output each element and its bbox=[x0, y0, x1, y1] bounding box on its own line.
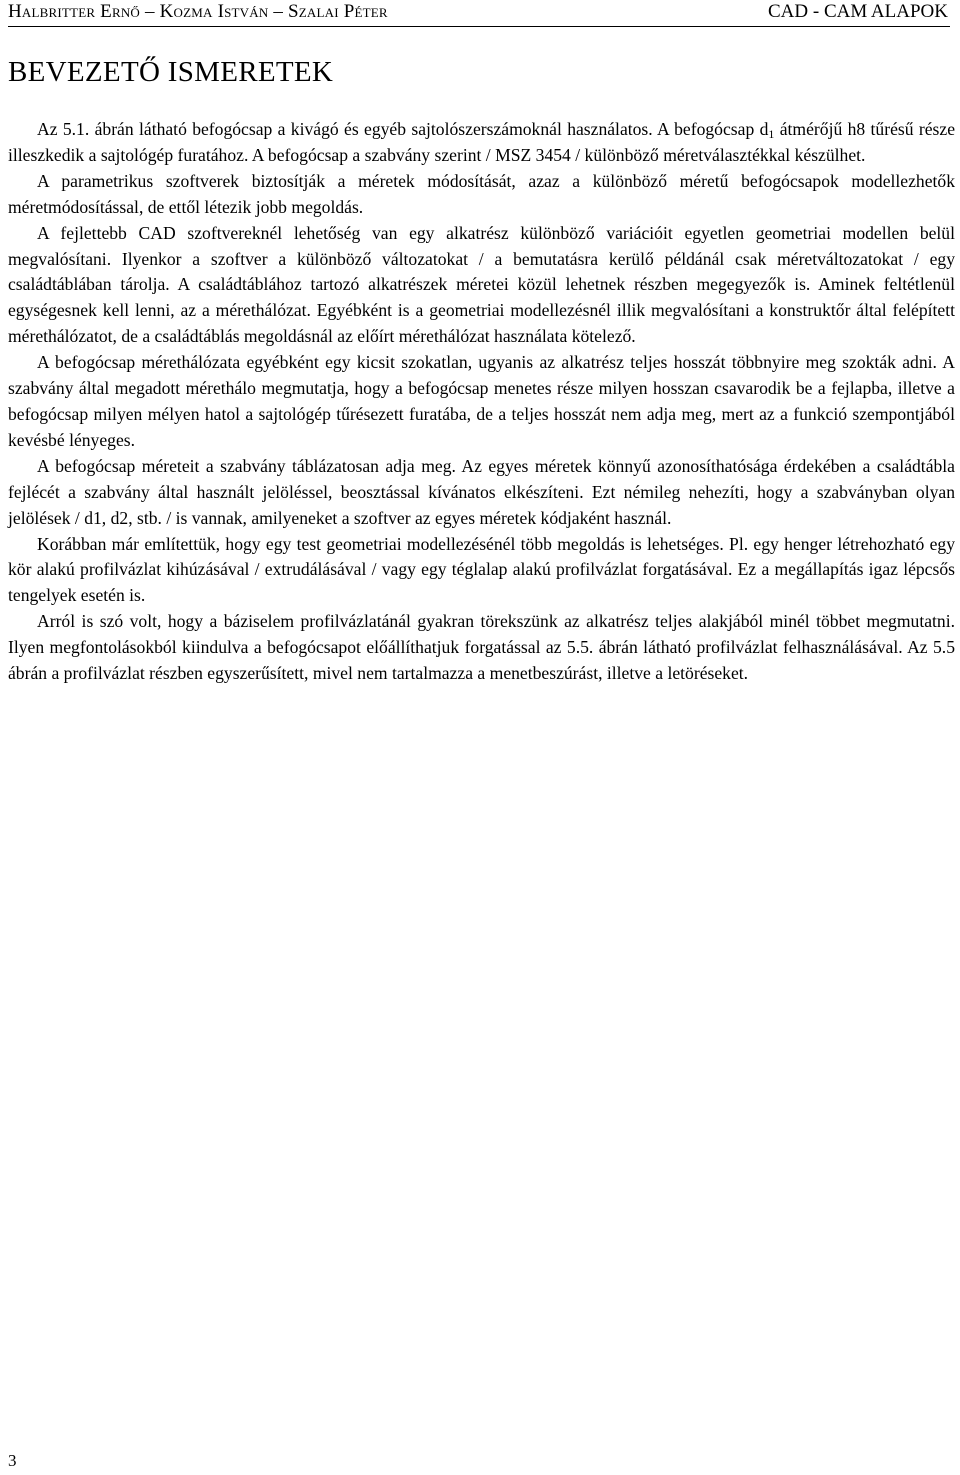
paragraph-4: A befogócsap mérethálózata egyébként egy kicsit szokatlan, ugyanis az alkatrész teljes hosszát többnyire meg szokták adni. A szabvány által megadott mérethálo megmutatja, hogy a befogócsap menetes része milyen hosszan csavarodik be a fejlapba, illetve a befogócsap milyen mélyen hatol a sajtológép tűrésezett furatába, de a teljes hosszát nem adja meg, mert az a funkció szempontjából kevésbé lényeges. bbox=[8, 352, 955, 450]
page-header bbox=[8, 0, 950, 27]
page-number: 3 bbox=[8, 1451, 17, 1470]
paragraph-2: A parametrikus szoftverek biztosítják a méretek módosítását, azaz a különböző méretű befogócsapok modellezhetők méretmódosítással, de ettől létezik jobb megoldás. bbox=[8, 170, 955, 217]
paragraph-3: A fejlettebb CAD szoftvereknél lehetőség van egy alkatrész különböző variációit egyetlen geometriai modellen belül megvalósítani. Ilyenkor a szoftver a különböző változatokat / a bemutatásra kerülő példánál csak méretváltozatokat / egy családtáblában tárolja. A családtáblához tartozó alkatrészek méretei közül lehetnek részben megegyezők is. Aminek feltétlenül egységesnek kell lenni, az a mérethálózat. Egyébként is a geometriai modellezésnél illik megvalósítani a konstruktőr által felépített mérethálózatot, de a családtáblás megoldásnál az előírt mérethálózat használata kötelező. bbox=[8, 222, 955, 347]
chapter-title: BEVEZETŐ ISMERETEK bbox=[8, 56, 334, 88]
paragraph-7: Arról is szó volt, hogy a báziselem profilvázlatánál gyakran törekszünk az alkatrész teljes alakjából minél többet megmutatni. Ilyen megfontolásokból kiindulva a befogócsapot előállíthatjuk forgatással az 5.5. ábrán látható profilvázlat felhasználásával. Az 5.5 ábrán a profilvázlat részben egyszerűsített, mivel nem tartalmazza a menetbeszúrást, illetve a letöréseket. bbox=[8, 611, 955, 684]
body-text bbox=[8, 117, 955, 687]
header-book-title: CAD - CAM ALAPOK bbox=[768, 1, 948, 22]
paragraph-5: A befogócsap méreteit a szabvány táblázatosan adja meg. Az egyes méretek könnyű azonosíthatósága érdekében a családtábla fejlécét a szabvány által használt jelöléssel, beosztással kívánatos elkészíteni. Ezt némileg nehezíti, hogy a szabványban olyan jelölések / d1, d2, stb. / is vannak, amilyeneket a szoftver az egyes méretek kódjaként használ. bbox=[8, 455, 955, 528]
paragraph-6: Korábban már említettük, hogy egy test geometriai modellezésénél több megoldás is lehetséges. Pl. egy henger létrehozható egy kör alakú profilvázlat kihúzásával / extrudálásával / vagy egy téglalap alakú profilvázlat forgatásával. Ez a megállapítás igaz lépcsős tengelyek esetén is. bbox=[8, 533, 955, 606]
paragraph-1 bbox=[8, 117, 955, 169]
paragraph-1-part-a: Az 5.1. ábrán látható befogócsap a kivágó és egyéb sajtolószerszámoknál használatos. A befogócsap d bbox=[37, 119, 769, 139]
header-authors: Halbritter Ernő – Kozma István – Szalai Péter bbox=[8, 1, 388, 22]
subscript-1: 1 bbox=[768, 127, 775, 141]
paragraph-1-part-b: átmérőjű h8 tűrésű része illeszkedik a sajtológép furatához. A befogócsap a szabvány szerint / MSZ 3454 / különböző méretválasztékkal készülhet. bbox=[8, 119, 955, 165]
